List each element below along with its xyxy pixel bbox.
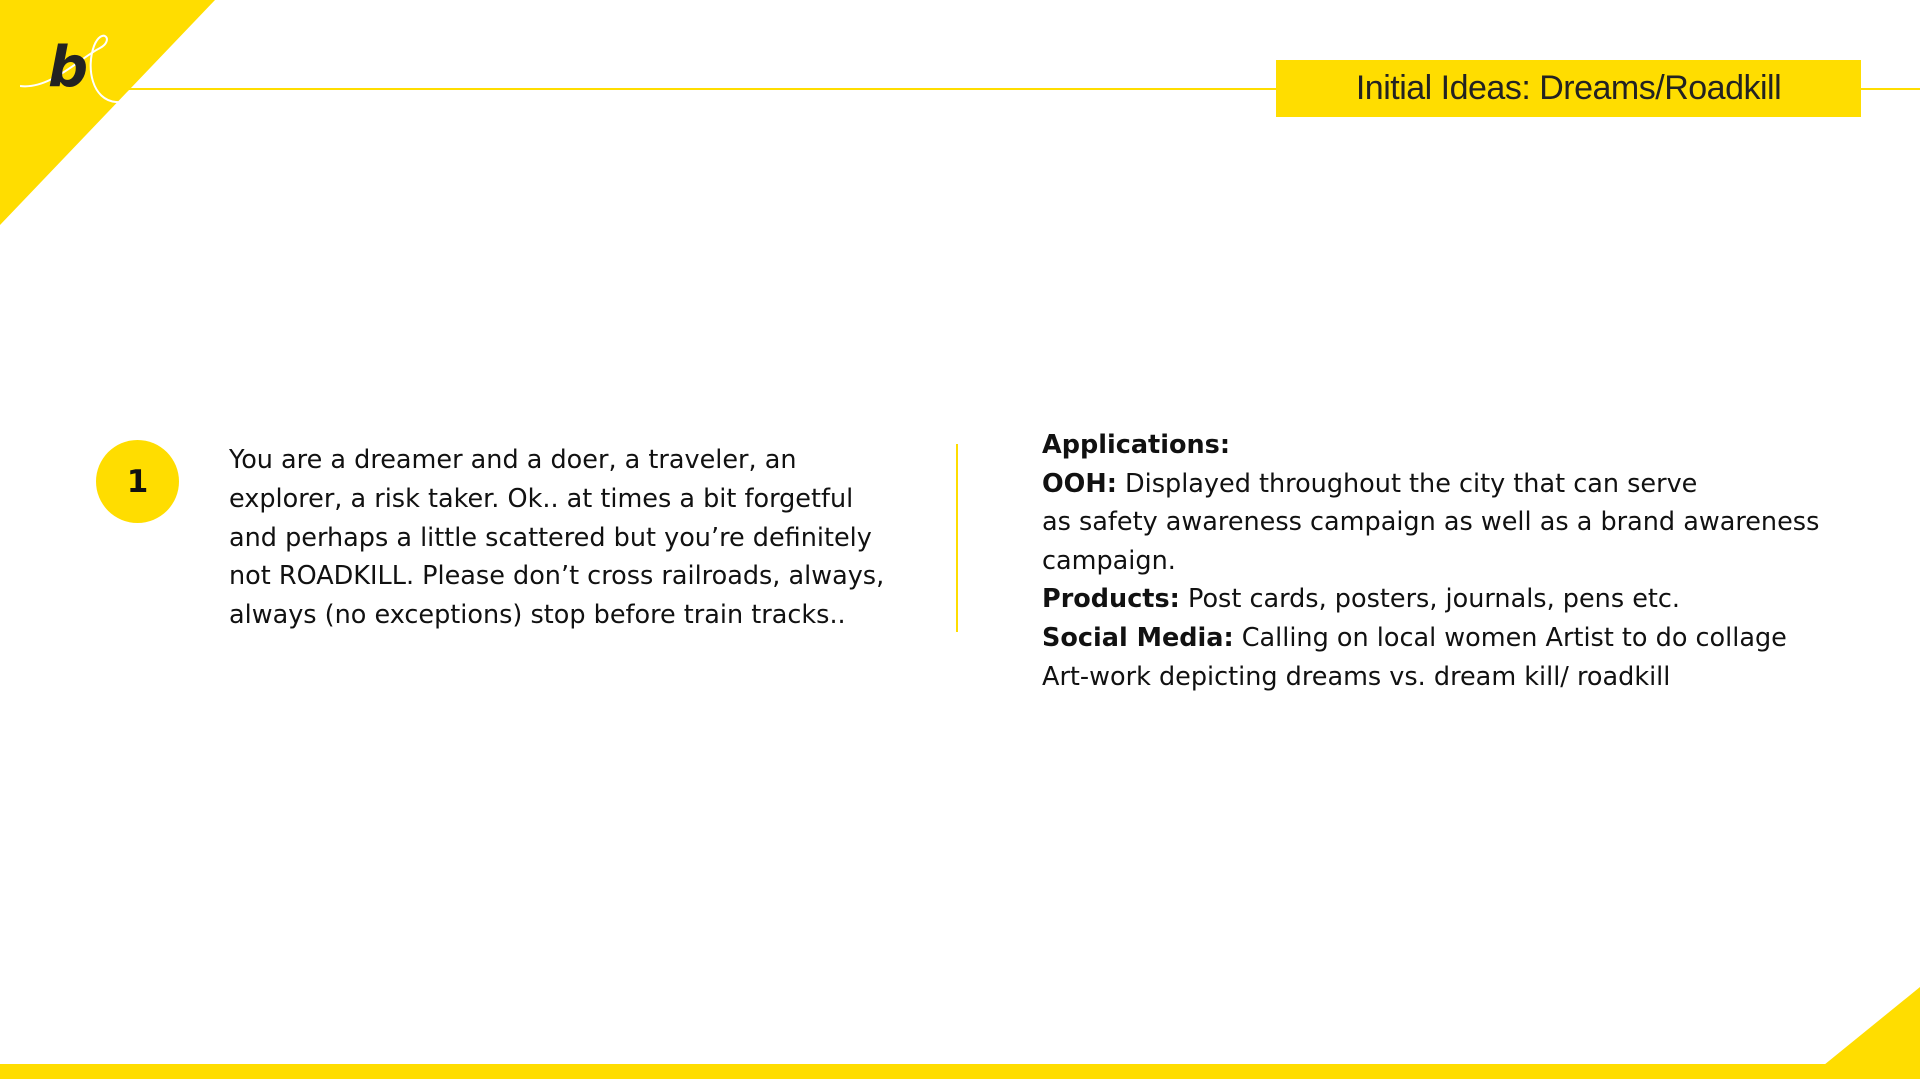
products-label: Products: [1042,584,1180,615]
step-number-badge: 1 [96,440,179,523]
applications-block [1042,426,1842,696]
social-text-1: Calling on local women Artist to do collage [1233,622,1787,653]
slide-title: Initial Ideas: Dreams/Roadkill [1355,69,1782,107]
products-text: Post cards, posters, journals, pens etc. [1179,584,1681,615]
ooh-text-2: as safety awareness campaign as well as a brand awareness [1042,507,1820,538]
brand-logo [20,18,140,108]
products-line [1042,580,1842,619]
intro-paragraph: You are a dreamer and a doer, a traveler, an explorer, a risk taker. Ok.. at times a bit forgetful and perhaps a little scattered but you’re definitely not ROADKILL. Please don’t cross railroads, always, always (no exceptions) stop before train tracks.. [229,445,885,631]
column-divider [956,444,958,632]
logo-letter: b [48,35,89,100]
ooh-line [1042,465,1842,504]
social-text-2: Art-work depicting dreams vs. dream kill/ roadkill [1042,661,1671,692]
ooh-text-3: campaign. [1042,545,1176,576]
social-label: Social Media: [1042,622,1234,653]
corner-triangle-bottom-right [1824,987,1920,1065]
bottom-band [0,1064,1920,1079]
ooh-text-1: Displayed throughout the city that can serve [1116,468,1698,499]
ooh-label: OOH: [1042,468,1117,499]
social-line [1042,619,1842,658]
slide-title-box [1276,60,1861,117]
applications-heading: Applications: [1042,430,1231,460]
